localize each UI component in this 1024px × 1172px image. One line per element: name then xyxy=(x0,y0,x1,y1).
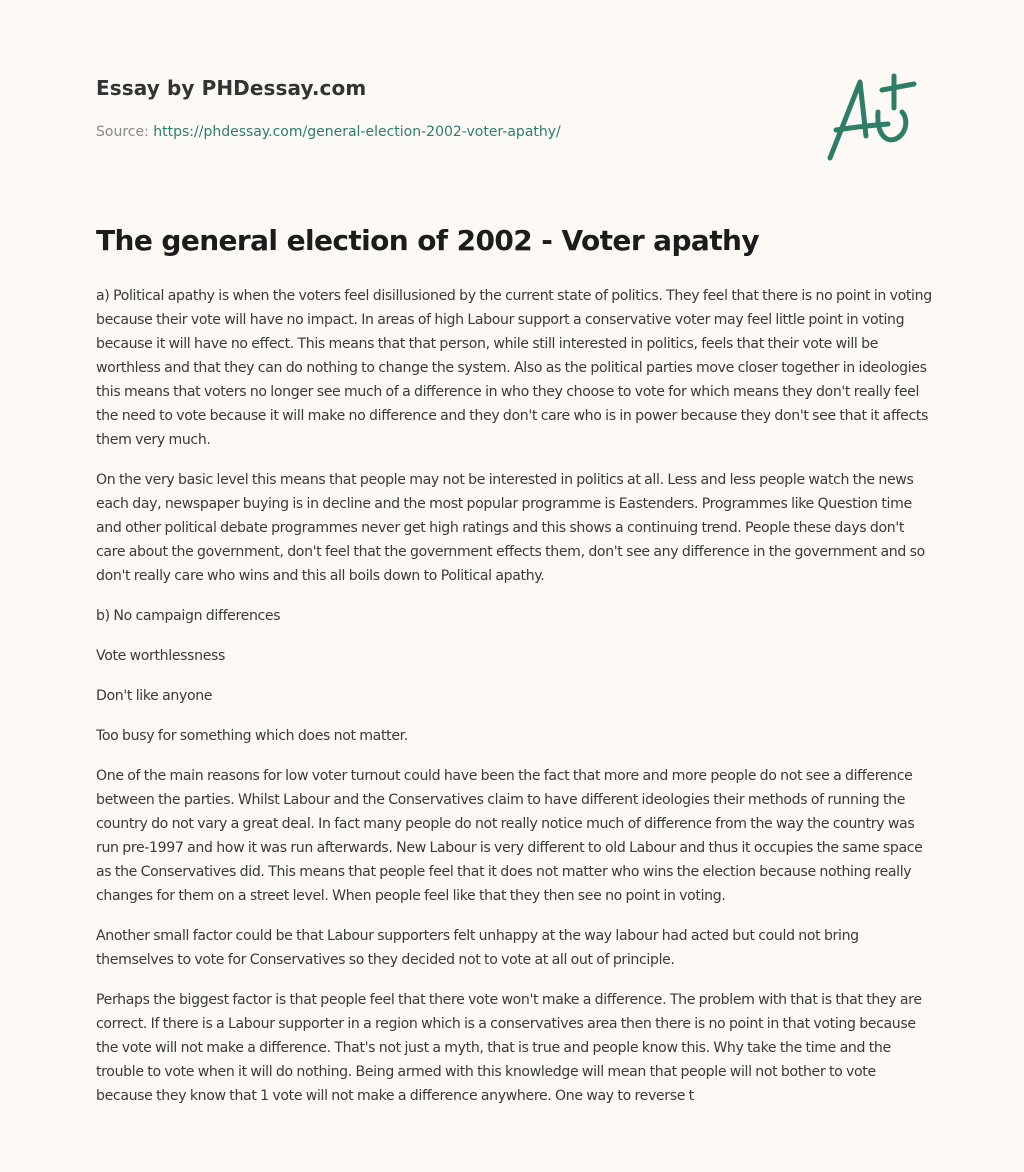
article-title: The general election of 2002 - Voter apathy xyxy=(96,224,759,257)
list-heading: b) No campaign differences xyxy=(96,608,281,624)
list-item: Vote worthlessness xyxy=(96,648,226,664)
a-plus-grade-icon xyxy=(822,66,926,166)
brand-title: Essay by PHDessay.com xyxy=(96,76,367,100)
article-body xyxy=(96,284,932,1124)
paragraph: One of the main reasons for low voter turnout could have been the fact that more and more people do not see a difference between the parties. Whilst Labour and the Conservatives claim to have different ideologies their methods of running the country do not vary a great deal. In fact many people do not really notice much of difference from the way the country was run pre-1997 and how it was run afterwards. New Labour is very different to old Labour and thus it occupies the same space as the Conservatives did. This means that people feel that it does not matter who wins the election because nothing really changes for them on a street level. When people feel like that they then see no point in voting. xyxy=(96,768,923,904)
paragraph: On the very basic level this means that people may not be interested in politics at all. Less and less people watch the news each day, newspaper buying is in decline and the most popular programme is Eastenders. Programmes like Question time and other political debate programmes never get high ratings and this shows a continuing trend. People these days don't care about the government, don't feel that the government effects them, don't see any difference in the government and so don't really care who wins and this all boils down to Political apathy. xyxy=(96,472,925,584)
paragraph: a) Political apathy is when the voters feel disillusioned by the current state of politics. They feel that there is no point in voting because their vote will have no impact. In areas of high Labour support a conservative voter may feel little point in voting because it will have no effect. This means that that person, while still interested in politics, feels that their vote will be worthless and that they can do nothing to change the system. Also as the political parties move closer together in ideologies this means that voters no longer see much of a difference in who they choose to vote for which means they don't really feel the need to vote because it will make no difference and they don't care who is in power because they don't see that it affects them very much. xyxy=(96,288,932,448)
source-label: Source: xyxy=(96,124,149,140)
list-item: Don't like anyone xyxy=(96,688,213,704)
source-link[interactable]: https://phdessay.com/general-election-2002-voter-apathy/ xyxy=(153,124,561,140)
paragraph: Perhaps the biggest factor is that people feel that there vote won't make a difference. The problem with that is that they are correct. If there is a Labour supporter in a region which is a conservatives area then there is no point in that voting because the vote will not make a difference. That's not just a myth, that is true and people know this. Why take the time and the trouble to vote when it will do nothing. Being armed with this knowledge will mean that people will not bother to vote because they know that 1 vote will not make a difference anywhere. One way to reverse t xyxy=(96,992,922,1104)
list-item: Too busy for something which does not matter. xyxy=(96,728,408,744)
page-header xyxy=(96,0,936,200)
paragraph: Another small factor could be that Labour supporters felt unhappy at the way labour had acted but could not bring themselves to vote for Conservatives so they decided not to vote at all out of principle. xyxy=(96,928,859,968)
source-line xyxy=(96,124,561,140)
